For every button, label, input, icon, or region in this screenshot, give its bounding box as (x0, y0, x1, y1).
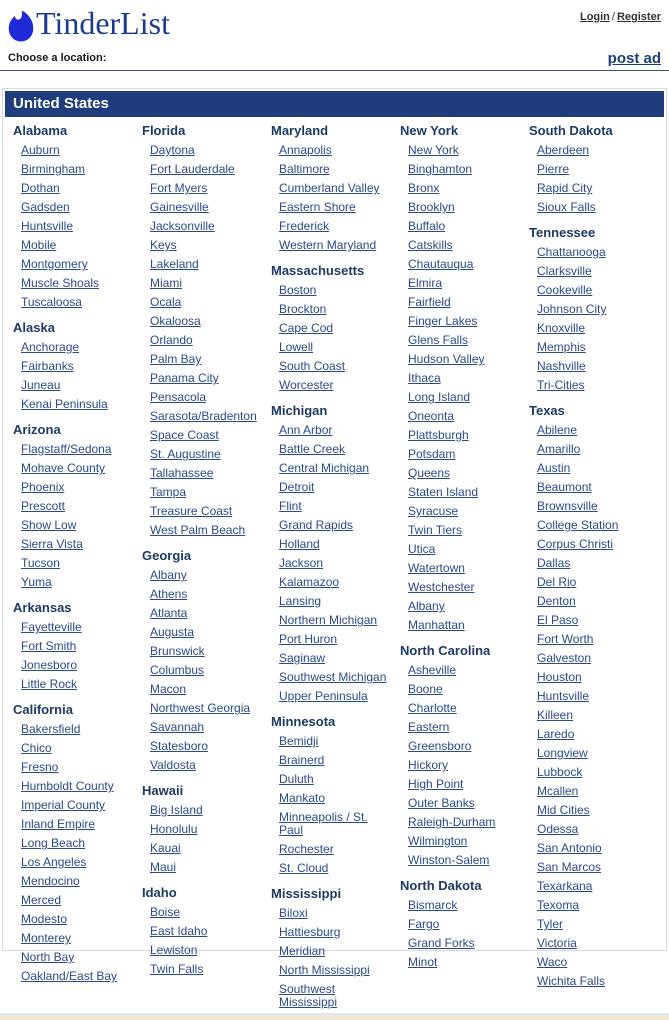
city-link[interactable]: Bismarck (408, 898, 458, 912)
city-link[interactable]: Syracuse (408, 504, 459, 518)
city-link[interactable]: Ithaca (408, 371, 441, 385)
state-heading: Massachusetts (271, 263, 365, 278)
city-link[interactable]: West Palm Beach (150, 523, 246, 537)
city-link[interactable]: Panama City (150, 371, 219, 385)
state-heading: Alabama (13, 123, 68, 138)
city-link[interactable]: Jonesboro (21, 658, 78, 672)
country-header: United States (5, 91, 664, 117)
city-link[interactable]: Detroit (279, 480, 315, 494)
city-link[interactable]: Del Rio (537, 575, 577, 589)
city-link[interactable]: Wilmington (408, 834, 468, 848)
city-link[interactable]: Binghamton (408, 162, 473, 176)
city-link[interactable]: Raleigh-Durham (408, 815, 496, 829)
city-link[interactable]: El Paso (537, 613, 579, 627)
state-group (142, 548, 265, 772)
city-link[interactable]: Huntsville (537, 689, 590, 703)
city-link[interactable]: Eastern (408, 720, 450, 734)
city-link[interactable]: Boston (279, 283, 317, 297)
city-link[interactable]: Bemidji (279, 734, 319, 748)
state-heading: Alaska (13, 320, 55, 335)
city-link[interactable]: Tallahassee (150, 466, 214, 480)
flame-icon (8, 10, 34, 42)
state-heading: Florida (142, 123, 186, 138)
state-heading: Michigan (271, 403, 328, 418)
city-link[interactable]: Auburn (21, 143, 60, 157)
city-link[interactable]: Jackson (279, 556, 324, 570)
city-link[interactable]: Montgomery (21, 257, 88, 271)
city-link[interactable]: Fayetteville (21, 620, 82, 634)
city-link[interactable]: Mendocino (21, 874, 80, 888)
city-link[interactable]: Bronx (408, 181, 440, 195)
city-link[interactable]: Johnson City (537, 302, 607, 316)
city-link[interactable]: Central Michigan (279, 461, 370, 475)
auth-separator: / (611, 11, 615, 23)
state-heading: Texas (529, 403, 565, 418)
city-link[interactable]: Buffalo (408, 219, 446, 233)
city-link[interactable]: Upper Peninsula (279, 689, 368, 703)
city-link[interactable]: Anchorage (21, 340, 80, 354)
state-group (529, 225, 652, 392)
city-link[interactable]: Aberdeen (537, 143, 590, 157)
city-link[interactable]: Laredo (537, 727, 575, 741)
state-group (142, 885, 265, 976)
city-link[interactable]: Long Island (408, 390, 471, 404)
city-link[interactable]: Outer Banks (408, 796, 475, 810)
city-link[interactable]: Odessa (537, 822, 579, 836)
city-link[interactable]: Longview (537, 746, 588, 760)
city-link[interactable]: Pierre (537, 162, 570, 176)
state-group (400, 123, 523, 632)
city-link[interactable]: Merced (21, 893, 62, 907)
city-link[interactable]: Monterey (21, 931, 72, 945)
city-link[interactable]: Mankato (279, 791, 326, 805)
city-link[interactable]: Waco (537, 955, 568, 969)
state-columns (5, 117, 664, 1020)
city-link[interactable]: Albany (408, 599, 445, 613)
city-link[interactable]: Northwest Georgia (150, 701, 251, 715)
city-link[interactable]: Chautauqua (408, 257, 474, 271)
city-link[interactable]: Mobile (21, 238, 57, 252)
city-link[interactable]: Glens Falls (408, 333, 469, 347)
choose-location-label: Choose a location: (8, 52, 107, 64)
city-link[interactable]: Brainerd (279, 753, 325, 767)
city-link[interactable]: Biloxi (279, 906, 308, 920)
site-logo[interactable] (8, 5, 661, 42)
state-group (529, 403, 652, 988)
city-link[interactable]: Fairfield (408, 295, 451, 309)
city-link[interactable]: San Antonio (537, 841, 602, 855)
city-link[interactable]: Albany (150, 568, 187, 582)
city-link[interactable]: College Station (537, 518, 619, 532)
state-heading: Tennessee (529, 225, 596, 240)
city-link[interactable]: Fort Lauderdale (150, 162, 235, 176)
city-link[interactable]: Catskills (408, 238, 453, 252)
city-link[interactable]: Austin (537, 461, 571, 475)
city-link[interactable]: Greensboro (408, 739, 472, 753)
city-link[interactable]: Battle Creek (279, 442, 346, 456)
column-4 (400, 123, 529, 1020)
city-link[interactable]: Nashville (537, 359, 586, 373)
state-group (271, 886, 394, 1009)
city-link[interactable]: Cookeville (537, 283, 593, 297)
city-link[interactable]: Okaloosa (150, 314, 201, 328)
city-link[interactable]: Hickory (408, 758, 449, 772)
state-group (13, 320, 136, 411)
city-link[interactable]: Lubbock (537, 765, 583, 779)
city-link[interactable]: Macon (150, 682, 187, 696)
city-link[interactable]: Pensacola (150, 390, 207, 404)
city-link[interactable]: Big Island (150, 803, 203, 817)
city-link[interactable]: Victoria (537, 936, 577, 950)
city-link[interactable]: Kalamazoo (279, 575, 340, 589)
city-link[interactable]: Frederick (279, 219, 330, 233)
city-link[interactable]: Sarasota/Bradenton (150, 409, 257, 423)
city-link[interactable]: Minot (408, 955, 438, 969)
city-link[interactable]: Honolulu (150, 822, 198, 836)
city-link[interactable]: Northern Michigan (279, 613, 378, 627)
city-link[interactable]: Kauai (150, 841, 181, 855)
city-link[interactable]: Wichita Falls (537, 974, 606, 988)
city-link[interactable]: Palm Bay (150, 352, 202, 366)
city-link[interactable]: Queens (408, 466, 451, 480)
state-group (529, 123, 652, 214)
city-link[interactable]: Baltimore (279, 162, 330, 176)
city-link[interactable]: Twin Falls (150, 962, 204, 976)
city-link[interactable]: Lakeland (150, 257, 199, 271)
state-heading: Maryland (271, 123, 329, 138)
state-group (142, 123, 265, 537)
city-link[interactable]: Grand Forks (408, 936, 475, 950)
city-link[interactable]: Modesto (21, 912, 68, 926)
city-link[interactable]: Ocala (150, 295, 182, 309)
city-link[interactable]: Beaumont (537, 480, 592, 494)
city-link[interactable]: Hattiesburg (279, 925, 341, 939)
city-link[interactable]: Sierra Vista (21, 537, 83, 551)
state-heading: New York (400, 123, 459, 138)
city-link[interactable]: Mohave County (21, 461, 106, 475)
city-link[interactable]: Gadsden (21, 200, 70, 214)
city-link[interactable]: Chico (21, 741, 52, 755)
city-link[interactable]: Bakersfield (21, 722, 81, 736)
city-link[interactable]: Brownsville (537, 499, 598, 513)
city-link[interactable]: Southwest Mississippi (279, 982, 338, 1009)
city-link[interactable]: Statesboro (150, 739, 209, 753)
city-link[interactable]: Potsdam (408, 447, 456, 461)
city-link[interactable]: Knoxville (537, 321, 586, 335)
city-link[interactable]: East Idaho (150, 924, 208, 938)
city-link[interactable]: Los Angeles (21, 855, 87, 869)
column-5 (529, 123, 658, 1020)
city-link[interactable]: Worcester (279, 378, 334, 392)
city-link[interactable]: St. Augustine (150, 447, 221, 461)
city-link[interactable]: Memphis (537, 340, 586, 354)
state-heading: Arizona (13, 422, 61, 437)
state-group (13, 123, 136, 309)
city-link[interactable]: Columbus (150, 663, 205, 677)
city-link[interactable]: Jacksonville (150, 219, 215, 233)
state-group (400, 878, 523, 969)
state-heading: Georgia (142, 548, 192, 563)
state-group (13, 600, 136, 691)
state-heading: South Dakota (529, 123, 613, 138)
city-link[interactable]: Humboldt County (21, 779, 114, 793)
city-link[interactable]: Cumberland Valley (279, 181, 380, 195)
city-link[interactable]: Flint (279, 499, 302, 513)
city-link[interactable]: Finger Lakes (408, 314, 478, 328)
column-3 (271, 123, 400, 1020)
state-heading: North Dakota (400, 878, 482, 893)
city-link[interactable]: Little Rock (21, 677, 78, 691)
city-link[interactable]: Phoenix (21, 480, 65, 494)
city-link[interactable]: Dallas (537, 556, 571, 570)
city-link[interactable]: Port Huron (279, 632, 338, 646)
city-link[interactable]: Maui (150, 860, 177, 874)
state-group (271, 714, 394, 875)
location-toolbar (0, 46, 669, 70)
location-box (2, 88, 667, 1009)
city-link[interactable]: Asheville (408, 663, 457, 677)
city-link[interactable]: Amarillo (537, 442, 581, 456)
city-link[interactable]: Galveston (537, 651, 592, 665)
city-link[interactable]: Brockton (279, 302, 327, 316)
column-2 (142, 123, 271, 1020)
state-heading: Minnesota (271, 714, 336, 729)
column-1 (13, 123, 142, 1020)
city-link[interactable]: Gainesville (150, 200, 209, 214)
city-link[interactable]: Space Coast (150, 428, 219, 442)
city-link[interactable]: Daytona (150, 143, 195, 157)
city-link[interactable]: Tyler (537, 917, 564, 931)
city-link[interactable]: Orlando (150, 333, 193, 347)
post-ad-link[interactable]: post ad (607, 50, 661, 67)
city-link[interactable]: Texarkana (537, 879, 593, 893)
city-link[interactable]: Meridian (279, 944, 326, 958)
city-link[interactable]: Fairbanks (21, 359, 74, 373)
state-heading: Hawaii (142, 783, 184, 798)
city-link[interactable]: Elmira (408, 276, 443, 290)
auth-links (580, 11, 661, 23)
city-link[interactable]: Westchester (408, 580, 475, 594)
city-link[interactable]: Rapid City (537, 181, 593, 195)
state-heading: North Carolina (400, 643, 491, 658)
city-link[interactable]: Fort Myers (150, 181, 208, 195)
city-link[interactable]: Brooklyn (408, 200, 455, 214)
city-link[interactable]: Annapolis (279, 143, 332, 157)
city-link[interactable]: Mcallen (537, 784, 579, 798)
city-link[interactable]: Staten Island (408, 485, 479, 499)
city-link[interactable]: Fargo (408, 917, 440, 931)
city-link[interactable]: Fresno (21, 760, 59, 774)
city-link[interactable]: San Marcos (537, 860, 602, 874)
state-group (271, 403, 394, 703)
city-link[interactable]: Hudson Valley (408, 352, 485, 366)
city-link[interactable]: Juneau (21, 378, 61, 392)
brand-name: TinderList (36, 5, 170, 41)
city-link[interactable]: St. Cloud (279, 861, 329, 875)
header (0, 0, 669, 46)
city-link[interactable]: Cape Cod (279, 321, 334, 335)
city-link[interactable]: Sioux Falls (537, 200, 596, 214)
city-link[interactable]: Boise (150, 905, 181, 919)
city-link[interactable]: Imperial County (21, 798, 106, 812)
city-link[interactable]: Inland Empire (21, 817, 96, 831)
city-link[interactable]: Twin Tiers (408, 523, 463, 537)
city-link[interactable]: Oneonta (408, 409, 455, 423)
state-heading: Arkansas (13, 600, 72, 615)
city-link[interactable]: Long Beach (21, 836, 86, 850)
city-link[interactable]: Tuscaloosa (21, 295, 82, 309)
city-link[interactable]: Fort Worth (537, 632, 594, 646)
city-link[interactable]: Duluth (279, 772, 314, 786)
city-link[interactable]: Tri-Cities (537, 378, 585, 392)
city-link[interactable]: Denton (537, 594, 576, 608)
city-link[interactable]: Flagstaff/Sedona (21, 442, 112, 456)
city-link[interactable]: High Point (408, 777, 464, 791)
state-heading: Idaho (142, 885, 177, 900)
register-link[interactable]: Register (616, 11, 661, 23)
city-link[interactable]: Huntsville (21, 219, 74, 233)
city-link[interactable]: South Coast (279, 359, 346, 373)
city-link[interactable]: Tampa (150, 485, 187, 499)
city-link[interactable]: Show Low (21, 518, 77, 532)
city-link[interactable]: Keys (150, 238, 177, 252)
city-link[interactable]: Abilene (537, 423, 578, 437)
city-link[interactable]: Yuma (21, 575, 52, 589)
city-link[interactable]: Corpus Christi (537, 537, 614, 551)
city-link[interactable]: Lowell (279, 340, 314, 354)
city-link[interactable]: New York (408, 143, 459, 157)
footer-strip (0, 1013, 669, 1020)
city-link[interactable]: Clarksville (537, 264, 592, 278)
city-link[interactable]: Manhattan (408, 618, 465, 632)
city-link[interactable]: Dothan (21, 181, 60, 195)
city-link[interactable]: Grand Rapids (279, 518, 354, 532)
city-link[interactable]: Saginaw (279, 651, 326, 665)
city-link[interactable]: Atlanta (150, 606, 188, 620)
city-link[interactable]: North Mississippi (279, 963, 370, 977)
city-link[interactable]: Minneapolis / St. Paul (279, 810, 368, 837)
city-link[interactable]: Birmingham (21, 162, 86, 176)
city-link[interactable]: Southwest Michigan (279, 670, 387, 684)
state-group (271, 263, 394, 392)
city-link[interactable]: Oakland/East Bay (21, 969, 118, 983)
city-link[interactable]: North Bay (21, 950, 75, 964)
city-link[interactable]: Killeen (537, 708, 574, 722)
state-group (271, 123, 394, 252)
city-link[interactable]: Western Maryland (279, 238, 377, 252)
city-link[interactable]: Holland (279, 537, 320, 551)
city-link[interactable]: Augusta (150, 625, 195, 639)
city-link[interactable]: Watertown (408, 561, 465, 575)
city-link[interactable]: Kenai Peninsula (21, 397, 108, 411)
city-link[interactable]: Valdosta (150, 758, 196, 772)
city-link[interactable]: Boone (408, 682, 443, 696)
city-link[interactable]: Chattanooga (537, 245, 606, 259)
login-link[interactable]: Login (579, 11, 610, 23)
state-heading: California (13, 702, 73, 717)
city-link[interactable]: Mid Cities (537, 803, 590, 817)
state-group (400, 643, 523, 867)
city-link[interactable]: Lansing (279, 594, 322, 608)
city-link[interactable]: Houston (537, 670, 582, 684)
city-link[interactable]: Muscle Shoals (21, 276, 100, 290)
state-group (142, 783, 265, 874)
state-group (13, 702, 136, 983)
city-link[interactable]: Athens (150, 587, 188, 601)
city-link[interactable]: Charlotte (408, 701, 457, 715)
city-link[interactable]: Tucson (21, 556, 60, 570)
state-group (13, 422, 136, 589)
city-link[interactable]: Savannah (150, 720, 205, 734)
city-link[interactable]: Utica (408, 542, 436, 556)
city-link[interactable]: Treasure Coast (150, 504, 233, 518)
divider (0, 70, 669, 71)
city-link[interactable]: Ann Arbor (279, 423, 333, 437)
city-link[interactable]: Plattsburgh (408, 428, 469, 442)
city-link[interactable]: Rochester (279, 842, 334, 856)
city-link[interactable]: Lewiston (150, 943, 198, 957)
city-link[interactable]: Fort Smith (21, 639, 77, 653)
city-link[interactable]: Miami (150, 276, 182, 290)
city-link[interactable]: Texoma (537, 898, 580, 912)
city-link[interactable]: Brunswick (150, 644, 205, 658)
state-heading: Mississippi (271, 886, 342, 901)
city-link[interactable]: Winston-Salem (408, 853, 490, 867)
city-link[interactable]: Prescott (21, 499, 66, 513)
city-link[interactable]: Eastern Shore (279, 200, 356, 214)
